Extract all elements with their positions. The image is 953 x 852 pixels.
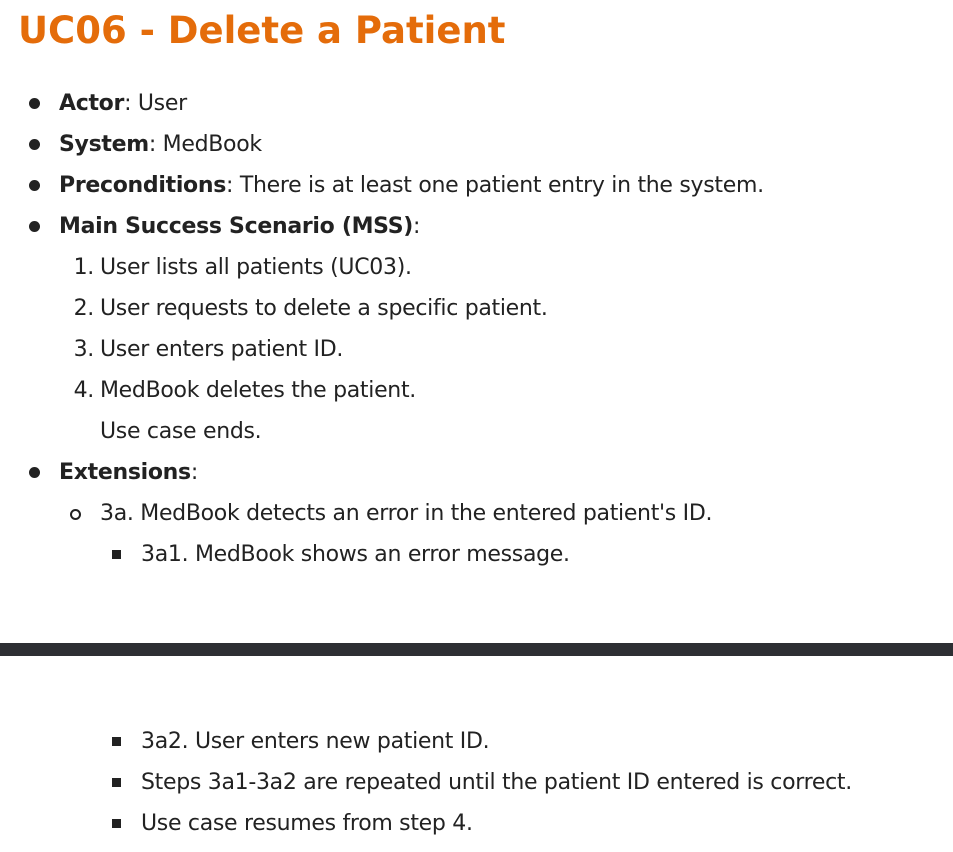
field-label: System	[59, 132, 149, 157]
step-number: 3.	[73, 337, 94, 362]
bullet-square-icon	[112, 550, 121, 559]
field-actor	[59, 83, 187, 124]
page-break-divider	[0, 643, 953, 656]
field-label: Actor	[59, 91, 125, 116]
field-separator: :	[190, 460, 198, 485]
field-label: Extensions	[59, 460, 191, 485]
step-number: 2.	[73, 296, 94, 321]
extension-subitem: Use case resumes from step 4.	[141, 811, 473, 836]
bullet-disc-icon	[29, 467, 40, 478]
bullet-disc-icon	[29, 139, 40, 150]
field-label: Preconditions	[59, 173, 227, 198]
field-separator: :	[413, 214, 421, 239]
extension-subitem: 3a2. User enters new patient ID.	[141, 729, 490, 754]
bullet-disc-icon	[29, 98, 40, 109]
field-separator: :	[148, 132, 163, 157]
extension-subitem: 3a1. MedBook shows an error message.	[141, 542, 570, 567]
field-value: There is at least one patient entry in the system.	[239, 173, 764, 198]
step-number: 1.	[73, 255, 94, 280]
field-label: Main Success Scenario (MSS)	[59, 214, 414, 239]
field-extensions	[59, 452, 198, 493]
bullet-disc-icon	[29, 221, 40, 232]
bullet-square-icon	[112, 778, 121, 787]
step-number: 4.	[73, 378, 94, 403]
mss-step: User requests to delete a specific patient.	[100, 296, 548, 321]
mss-step: MedBook deletes the patient.	[100, 378, 416, 403]
field-separator: :	[226, 173, 240, 198]
field-system	[59, 124, 262, 165]
mss-step: User lists all patients (UC03).	[100, 255, 412, 280]
extension-subitem: Steps 3a1-3a2 are repeated until the patient ID entered is correct.	[141, 770, 852, 795]
field-mss	[59, 206, 420, 247]
bullet-square-icon	[112, 737, 121, 746]
mss-end-note: Use case ends.	[100, 419, 262, 444]
mss-step: User enters patient ID.	[100, 337, 344, 362]
bullet-square-icon	[112, 819, 121, 828]
page-title: UC06 - Delete a Patient	[18, 9, 506, 52]
field-value: User	[137, 91, 187, 116]
field-preconditions	[59, 165, 764, 206]
field-separator: :	[124, 91, 138, 116]
bullet-disc-icon	[29, 180, 40, 191]
extension-item: 3a. MedBook detects an error in the entered patient's ID.	[100, 501, 713, 526]
field-value: MedBook	[162, 132, 262, 157]
bullet-circle-icon	[70, 509, 81, 520]
